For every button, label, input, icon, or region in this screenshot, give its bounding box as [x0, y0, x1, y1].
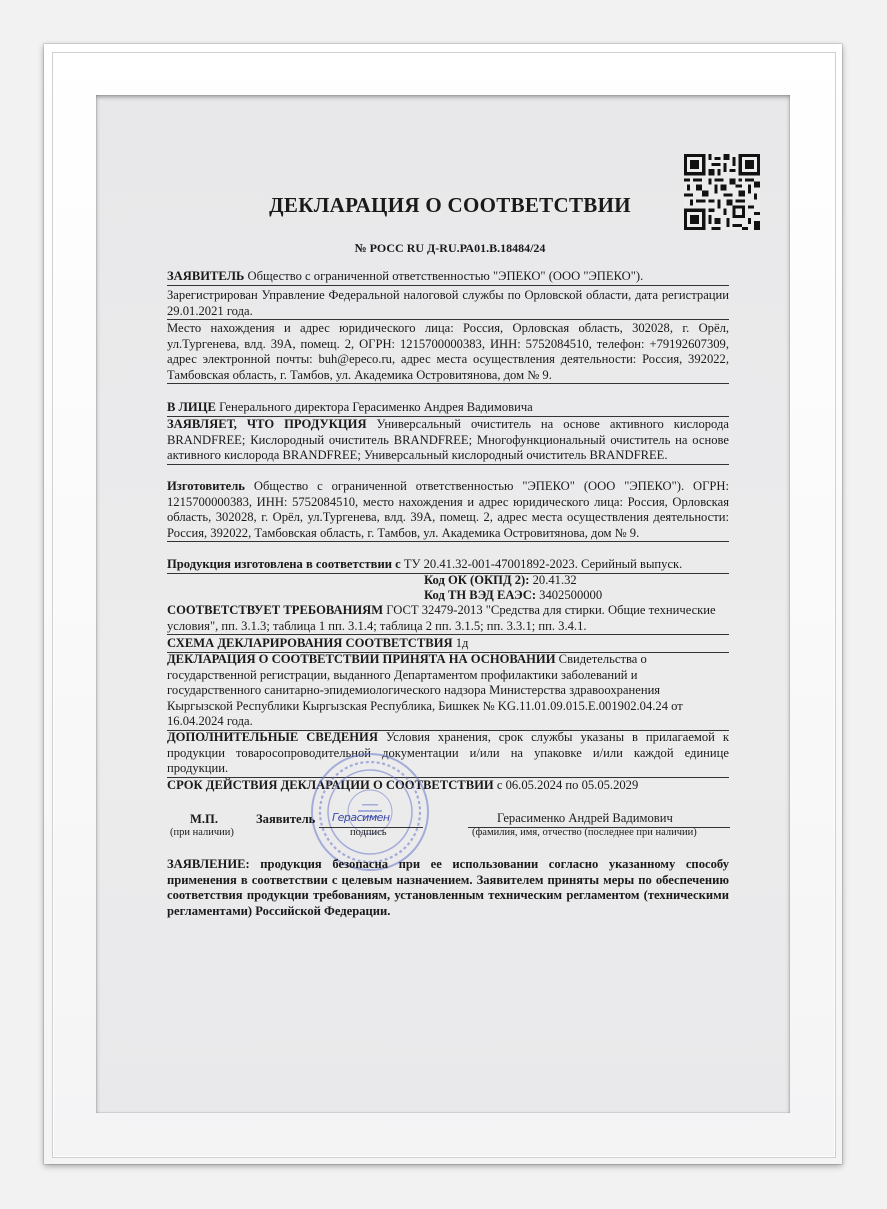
applicant-section [167, 269, 729, 286]
okpd-value: 20.41.32 [529, 573, 577, 587]
document-title: ДЕКЛАРАЦИЯ О СООТВЕТСТВИИ [269, 193, 631, 217]
scheme-value: 1д [452, 636, 469, 650]
validity-section [167, 778, 729, 794]
applicant-label: ЗАЯВИТЕЛЬ [167, 269, 245, 283]
person-label: В ЛИЦЕ [167, 400, 216, 414]
produced-text: ТУ 20.41.32-001-47001892-2023. Серийный выпуск. [400, 557, 683, 571]
statement-label: ЗАЯВЛЕНИЕ: [167, 857, 250, 871]
complies-section [167, 603, 729, 635]
declares-text: Универсальный очиститель на основе активного кислорода BRANDFREE; Кислородный очиститель BRANDFREE; Многофункциональный очиститель на основе активного кислорода BRANDFREE; Универсальный кислородный очиститель BRANDFREE. [167, 417, 729, 463]
signature-note: подпись [350, 827, 387, 838]
complies-label: СООТВЕТСТВУЕТ ТРЕБОВАНИЯМ [167, 603, 384, 617]
manufacturer-text: Общество с ограниченной ответственностью "ЭПЕКО" (ООО "ЭПЕКО"). ОГРН: 1215700000383, ИНН: 5752084510, место нахождения и адрес юридического лица: Россия, Орловская область, 302028, г. Орёл, ул.Тургенева, влд. 39А, помещ. 2, адрес места осуществления деятельности: Россия, 392022, Тамбовская область, г. Тамбов, ул. Академика Островитянова, дом № 9. [167, 479, 729, 540]
produced-label: Продукция изготовлена в соответствии с [167, 557, 401, 571]
applicant-text: Общество с ограниченной ответственностью "ЭПЕКО" (ООО "ЭПЕКО"). [244, 269, 644, 283]
tnved-line [424, 588, 724, 604]
basis-text: Свидетельства о государственной регистрации, выданного Департаментом профилактики заболеваний и государственного санитарно-эпидемиологического надзора Министерства здравоохранения Кыргызской Республики Кыргызская Республика, Бишкек № KG.11.01.09.015.E.001902.04.24 от 16.04.2024 года. [167, 652, 683, 729]
manufacturer-section [167, 479, 729, 542]
basis-label: ДЕКЛАРАЦИЯ О СООТВЕТСТВИИ ПРИНЯТА НА ОСНОВАНИИ [167, 652, 556, 666]
mp-note: (при наличии) [170, 827, 234, 838]
tnved-value: 3402500000 [536, 588, 603, 602]
person-text: Генерального директора Герасименко Андрея Вадимовича [215, 400, 533, 414]
address-section [167, 321, 729, 384]
registration-text: Зарегистрирован Управление Федеральной налоговой службы по Орловской области, дата регистрации 29.01.2021 года. [167, 288, 729, 318]
handwritten-signature: Герасимен [332, 811, 390, 824]
scheme-label: СХЕМА ДЕКЛАРИРОВАНИЯ СООТВЕТСТВИЯ [167, 636, 453, 650]
produced-section [167, 557, 729, 574]
additional-text: Условия хранения, срок службы указаны в прилагаемой к продукции товаросопроводительной документации и/или на упаковке и/или каждой единице продукции. [167, 730, 729, 776]
registration-section [167, 288, 729, 320]
qr-code-icon [684, 154, 760, 230]
okpd-label: Код ОК (ОКПД 2): [424, 573, 530, 587]
basis-section [167, 652, 729, 731]
statement-text: продукция безопасна при ее использовании согласно указанному способу применения в соответствии с целевым назначением. Заявителем приняты меры по обеспечению соответствия продукции требованиям, установленным техническим регламентом (техническими регламентами) Российской Федерации. [167, 857, 729, 918]
manufacturer-label: Изготовитель [167, 479, 245, 493]
person-section [167, 400, 729, 417]
statement-section [167, 857, 729, 919]
signer-name: Герасименко Андрей Вадимович [497, 811, 673, 825]
address-text: Место нахождения и адрес юридического лица: Россия, Орловская область, 302028, г. Орёл, ул.Тургенева, влд. 39А, помещ. 2, ОГРН: 1215700000383, ИНН: 5752084510, телефон: +79192607309, адрес электронной почты: buh@epeco.ru, адрес места осуществления деятельности: Россия, 392022, Тамбовская область, г. Тамбов, ул. Академика Островитянова, дом № 9. [167, 321, 729, 382]
declaration-number: № РОСС RU Д-RU.РА01.В.18484/24 [354, 241, 546, 255]
validity-label: СРОК ДЕЙСТВИЯ ДЕКЛАРАЦИИ О СООТВЕТСТВИИ [167, 778, 494, 792]
okpd-line [424, 573, 724, 589]
applicant-sign-label: Заявитель [256, 812, 316, 826]
additional-section [167, 730, 729, 778]
tnved-label: Код ТН ВЭД ЕАЭС: [424, 588, 537, 602]
validity-text: с 06.05.2024 по 05.05.2029 [493, 778, 639, 792]
declares-label: ЗАЯВЛЯЕТ, ЧТО ПРОДУКЦИЯ [167, 417, 367, 431]
complies-text: ГОСТ 32479-2013 "Средства для стирки. Общие технические условия", пп. 3.1.3; таблица 1 пп. 3.1.4; таблица 2 пп. 3.1.5; пп. 3.3.1; пп. 3.4.1. [167, 603, 716, 633]
signer-note: (фамилия, имя, отчество (последнее при наличии) [472, 827, 697, 838]
mp-label: М.П. [190, 812, 218, 826]
additional-label: ДОПОЛНИТЕЛЬНЫЕ СВЕДЕНИЯ [167, 730, 378, 744]
scheme-section [167, 636, 729, 653]
declares-section [167, 417, 729, 465]
